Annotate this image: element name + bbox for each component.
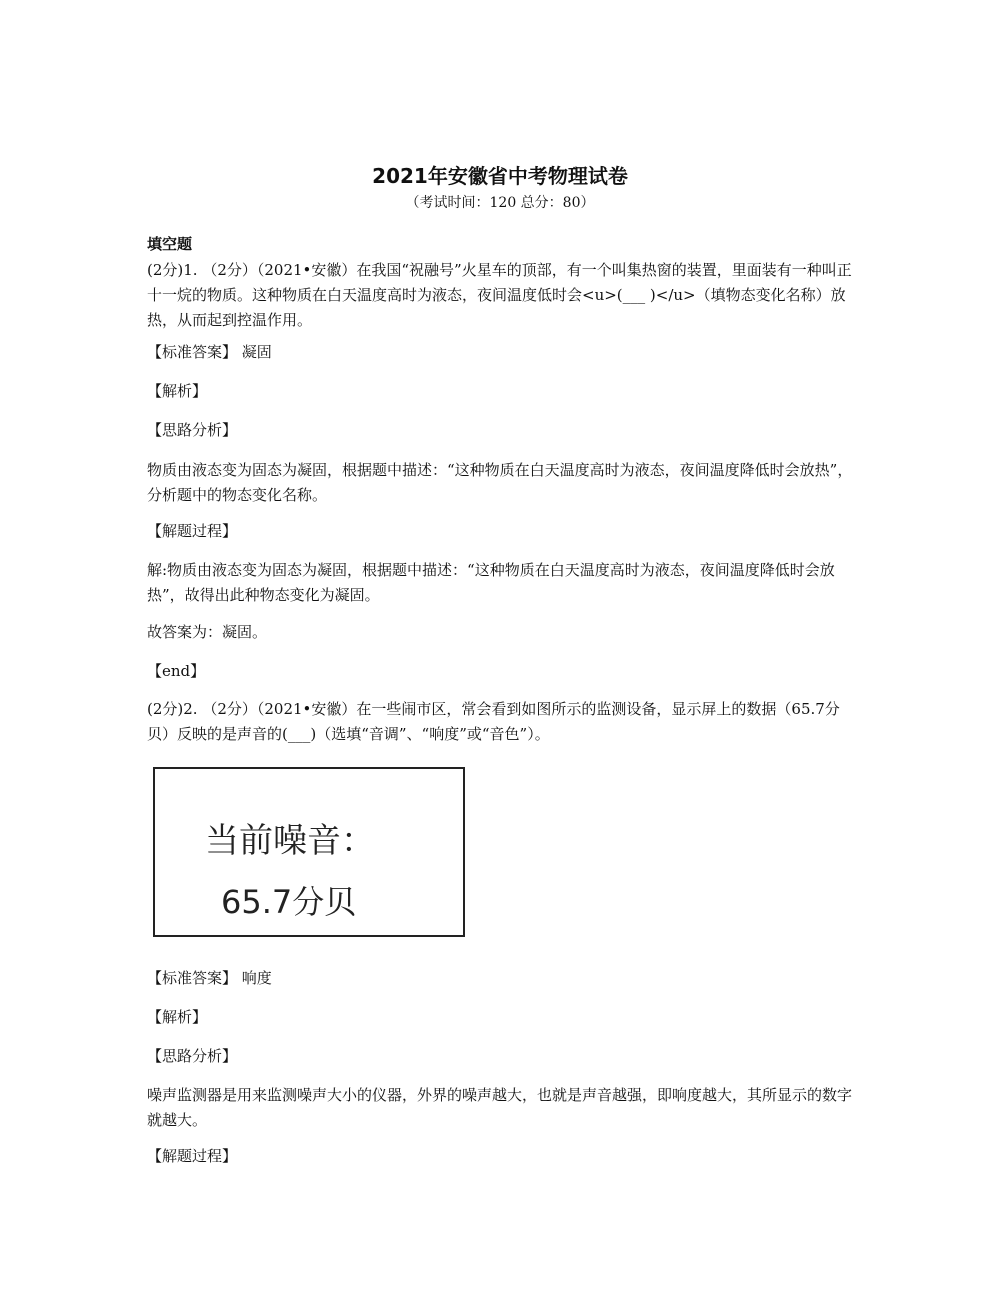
question-1-result: 故答案为：凝固。	[147, 623, 268, 641]
question-2-analysis-label: 【解析】	[147, 1008, 208, 1026]
question-1-stem: (2分)1. （2分）（2021•安徽）在我国“祝融号”火星车的顶部，有一个叫集热窗的装置，里面装有一种叫正十一烷的物质。这种物质在白天温度高时为液态，夜间温度低时会<u>(___ )</u>（填物态变化名称）放热，从而起到控温作用。	[147, 261, 852, 329]
question-1-process-text: 解:物质由液态变为固态为凝固，根据题中描述：“这种物质在白天温度高时为液态，夜间温度降低时会放热”，故得出此种物态变化为凝固。	[147, 561, 835, 604]
question-2-answer: 【标准答案】 响度	[147, 969, 272, 987]
question-2-process-label: 【解题过程】	[147, 1147, 238, 1165]
question-1-end: 【end】	[147, 662, 206, 680]
question-2-stem: (2分)2. （2分）（2021•安徽）在一些闹市区，常会看到如图所示的监测设备，显示屏上的数据（65.7分贝）反映的是声音的(___)（选填“音调”、“响度”或“音色”）。	[147, 700, 840, 743]
figure-value: 65.7分贝	[221, 883, 357, 921]
page-title: 2021年安徽省中考物理试卷	[372, 164, 628, 188]
question-1-process-label: 【解题过程】	[147, 522, 238, 540]
figure-label: 当前噪音：	[205, 821, 375, 861]
exam-info: （考试时间：120 总分：80）	[405, 195, 595, 211]
question-1-approach-text: 物质由液态变为固态为凝固，根据题中描述：“这种物质在白天温度高时为液态，夜间温度降低时会放热”，分析题中的物态变化名称。	[147, 461, 853, 504]
noise-monitor-figure	[153, 767, 465, 937]
question-1-answer: 【标准答案】 凝固	[147, 343, 272, 361]
question-2-approach-label: 【思路分析】	[147, 1047, 238, 1065]
question-2-approach-text: 噪声监测器是用来监测噪声大小的仪器，外界的噪声越大，也就是声音越强，即响度越大，其所显示的数字就越大。	[147, 1086, 853, 1129]
section-heading: 填空题	[147, 235, 193, 253]
question-1-analysis-label: 【解析】	[147, 382, 208, 400]
question-1-approach-label: 【思路分析】	[147, 421, 238, 439]
